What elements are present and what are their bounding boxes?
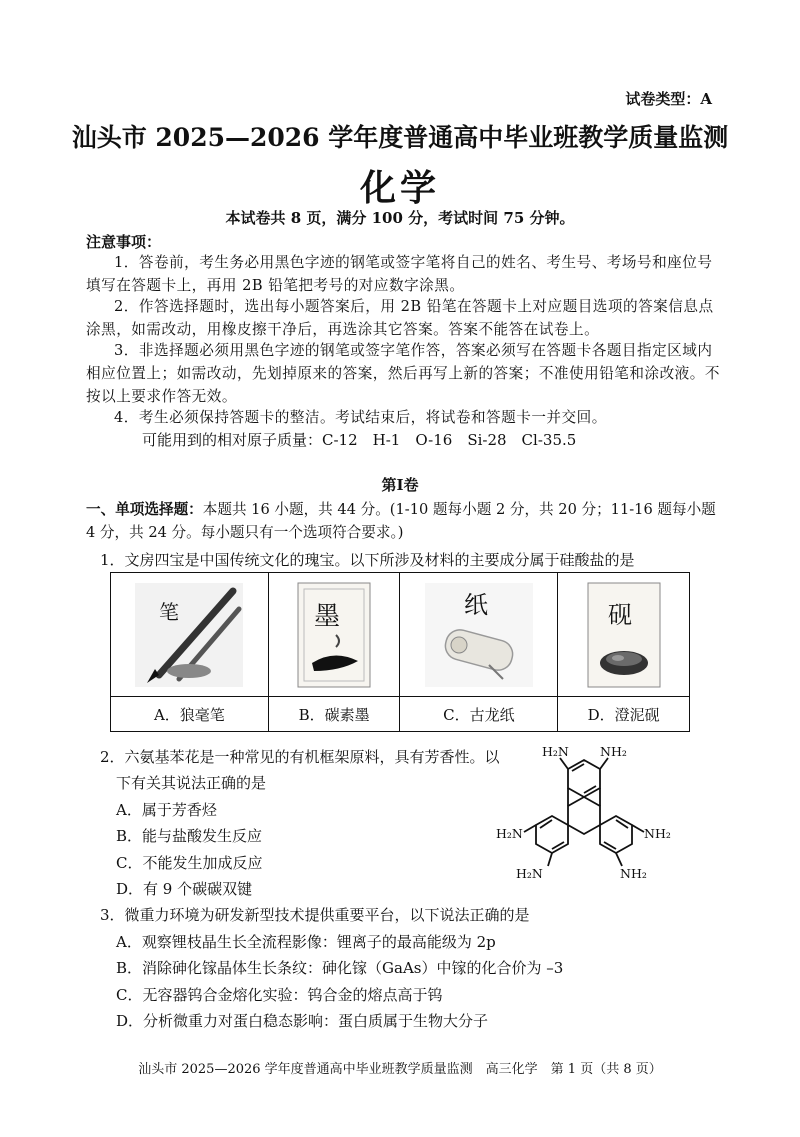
- notes-heading: 注意事项：: [86, 233, 162, 251]
- q3-option-d: D．分析微重力对蛋白稳态影响：蛋白质属于生物大分子: [116, 1012, 489, 1030]
- q1-image-ink: [268, 573, 400, 697]
- q2-option-a: A．属于芳香烃: [116, 801, 217, 819]
- note-item-1: 1．答卷前，考生务必用黑色字迹的钢笔或签字笔将自己的姓名、考生号、考场号和座位号填写在答题卡上，再用 2B 铅笔把考号的对应数字涂黑。: [86, 254, 713, 294]
- q1-option-d: D．澄泥砚: [558, 697, 690, 732]
- q1-image-paper: [400, 573, 558, 697]
- q3-option-b: B．消除砷化镓晶体生长条纹：砷化镓（GaAs）中镓的化合价为 –3: [116, 959, 564, 977]
- q1-option-a: A．狼毫笔: [111, 697, 269, 732]
- q2-stem-line2: 下有关其说法正确的是: [116, 774, 267, 792]
- inkstone-image: [574, 579, 674, 691]
- page-footer: 汕头市 2025—2026 学年度普通高中毕业班教学质量监测 高三化学 第 1 页（共 8 页）: [138, 1062, 662, 1077]
- q2-option-b: B．能与盐酸发生反应: [116, 827, 263, 845]
- subject-title: 化学: [359, 167, 440, 209]
- paper-image: [419, 579, 539, 691]
- q3-stem: 3．微重力环境为研发新型技术提供重要平台，以下说法正确的是: [100, 906, 530, 924]
- q1-image-table: [110, 572, 690, 732]
- nh2-label-mid-left: H₂N: [496, 826, 523, 841]
- q1-stem: 1．文房四宝是中国传统文化的瑰宝。以下所涉及材料的主要成分属于硅酸盐的是: [100, 551, 635, 569]
- q2-option-d: D．有 9 个碳碳双键: [116, 880, 253, 898]
- note-item-2: 2．作答选择题时，选出每小题答案后，用 2B 铅笔在答题卡上对应题目选项的答案信息点涂黑，如需改动，用橡皮擦干净后，再选涂其它答案。答案不能答在试卷上。: [86, 298, 714, 338]
- paper-type: 试卷类型：A: [625, 90, 712, 108]
- q2-option-c: C．不能发生加成反应: [116, 854, 263, 872]
- hexaaminotriphenylene-structure: [490, 742, 690, 892]
- brush-image: [129, 579, 249, 691]
- note-item-4: 4．考生必须保持答题卡的整洁。考试结束后，将试卷和答题卡一并交回。: [114, 409, 607, 426]
- nh2-label-top-left: H₂N: [542, 744, 569, 759]
- q1-option-b: B．碳素墨: [268, 697, 400, 732]
- q1-image-inkstone: [558, 573, 690, 697]
- brush-char: 笔: [159, 599, 180, 624]
- q2-stem-line1: 2．六氨基苯花是一种常见的有机框架原料，具有芳香性。以: [100, 748, 500, 766]
- exam-info: 本试卷共 8 页，满分 100 分，考试时间 75 分钟。: [225, 209, 575, 227]
- nh2-label-mid-right: NH₂: [644, 826, 671, 841]
- part-label: 一、单项选择题：: [86, 501, 203, 518]
- atomic-masses: 可能用到的相对原子质量：C-12 H-1 O-16 Si-28 Cl-35.5: [142, 431, 577, 449]
- inkstone-char: 砚: [607, 600, 632, 629]
- note-item-3: 3．非选择题必须用黑色字迹的钢笔或签字笔作答，答案必须写在答题卡各题目指定区域内相应位置上；如需改动，先划掉原来的答案，然后再写上新的答案；不准使用铅笔和涂改液。不按以上要求作答无效。: [86, 342, 720, 405]
- q1-option-c: C．古龙纸: [400, 697, 558, 732]
- q3-option-a: A．观察锂枝晶生长全流程影像：锂离子的最高能级为 2p: [116, 933, 496, 951]
- part-description: 本题共 16 小题，共 44 分。(1-10 题每小题 2 分，共 20 分；11-16 题每小题 4 分，共 24 分。每小题只有一个选项符合要求。): [86, 501, 716, 541]
- part-instructions: [86, 498, 726, 544]
- ink-char: 墨: [314, 601, 341, 632]
- paper-char: 纸: [463, 590, 488, 619]
- nh2-label-bottom-left: H₂N: [516, 866, 543, 881]
- ink-image: [284, 579, 384, 691]
- nh2-label-top-right: NH₂: [600, 744, 627, 759]
- nh2-label-bottom-right: NH₂: [620, 866, 647, 881]
- q1-image-brush: [111, 573, 269, 697]
- exam-title: 汕头市 2025—2026 学年度普通高中毕业班教学质量监测: [71, 123, 729, 152]
- q3-option-c: C．无容器钨合金熔化实验：钨合金的熔点高于钨: [116, 986, 443, 1004]
- section-title: 第Ⅰ卷: [381, 476, 419, 494]
